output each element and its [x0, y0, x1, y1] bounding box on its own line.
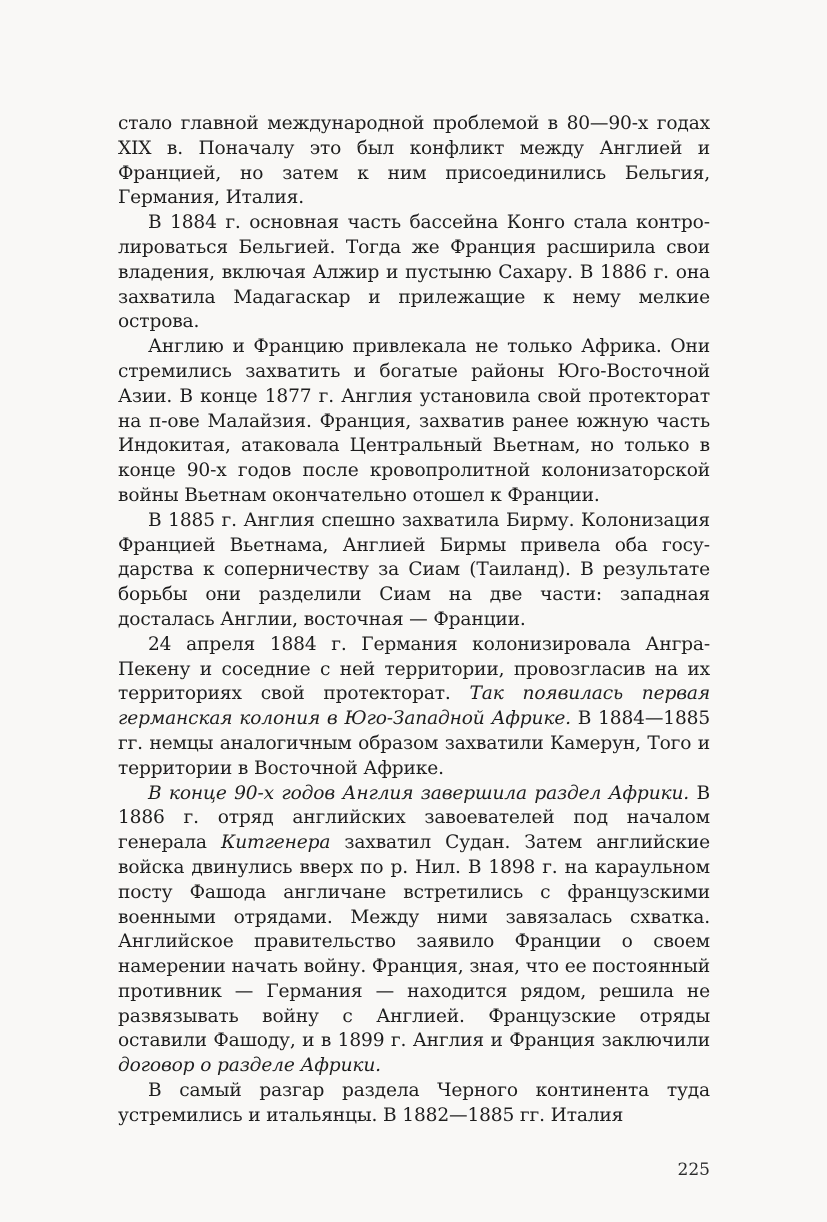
page-body	[118, 112, 710, 1129]
text-segment: захватил Судан. Затем английские войска двинулись вверх по р. Нил. В 1898 г. на караульном посту Фашода англичане встретились с французскими военными отрядами. Между ними завязалась схватка. Английское правительство заявило Франции о своем намерении начать войну. Франция, зная, что ее постоянный противник — Германия — находится рядом, решила не развязывать войну с Англией. Французские отряды оставили Фашоду, и в 1899 г. Англия и Франция заключили	[118, 832, 710, 1052]
italic-text-segment: Так появилась первая германская колония в Юго-Западной Африке.	[118, 683, 710, 730]
italic-text-segment: договор о разделе Африки.	[118, 1055, 381, 1077]
page-number: 225	[677, 1160, 710, 1180]
text-segment: В 1884—1885 гг. немцы аналогичным образом захватили Камерун, Того и территории в Восточной Африке.	[118, 708, 711, 779]
paragraph-4	[118, 509, 710, 633]
text-segment: В 1884 г. основная часть бассейна Конго стала контролироваться Бельгией. Тогда же Франция расширила свои владения, включая Алжир и пустыню Сахару. В 1886 г. она захватила Мадагаскар и прилежащие к нему мелкие острова.	[118, 212, 710, 333]
text-segment: 24 апреля 1884 г. Германия колонизировала Ангра-Пекену и соседние с ней территории, провозгласив на их территориях свой протекторат.	[118, 633, 710, 705]
italic-text-segment: В конце 90-х годов Англия завершила раздел Африки.	[148, 782, 690, 804]
text-segment: В 1886 г. отряд английских завоевателей под началом генерала	[118, 782, 710, 854]
paragraph-2	[118, 211, 710, 335]
text-segment: стало главной международной проблемой в 80—90-х годах XIX в. Поначалу это был конфликт между Англией и Францией, но затем к ним присоединились Бельгия, Германия, Италия.	[118, 113, 710, 209]
text-segment: В 1885 г. Англия спешно захватила Бирму. Колонизация Францией Вьетнама, Англией Бирмы привела оба государства к соперничеству за Сиам (Таиланд). В результате борьбы они разделили Сиам на две части: западная досталась Англии, восточная — Франции.	[118, 509, 710, 630]
paragraph-1	[118, 112, 710, 211]
paragraph-3	[118, 335, 710, 509]
italic-text-segment: Китгенера	[220, 832, 331, 854]
text-segment: В самый разгар раздела Черного континента туда устремились и итальянцы. В 1882—1885 гг. Италия	[118, 1080, 710, 1126]
paragraph-7	[118, 1079, 710, 1129]
paragraph-6	[118, 782, 710, 1080]
paragraph-5	[118, 633, 710, 782]
text-segment: Англию и Францию привлекала не только Африка. Они стремились захватить и богатые районы Юго-Восточной Азии. В конце 1877 г. Англия установила свой протекторат на п-ове Малайзия. Франция, захватив ранее южную часть Индокитая, атаковала Центральный Вьетнам, но только в конце 90-х годов после кровопролитной колонизаторской войны Вьетнам окончательно отошел к Франции.	[118, 336, 710, 506]
